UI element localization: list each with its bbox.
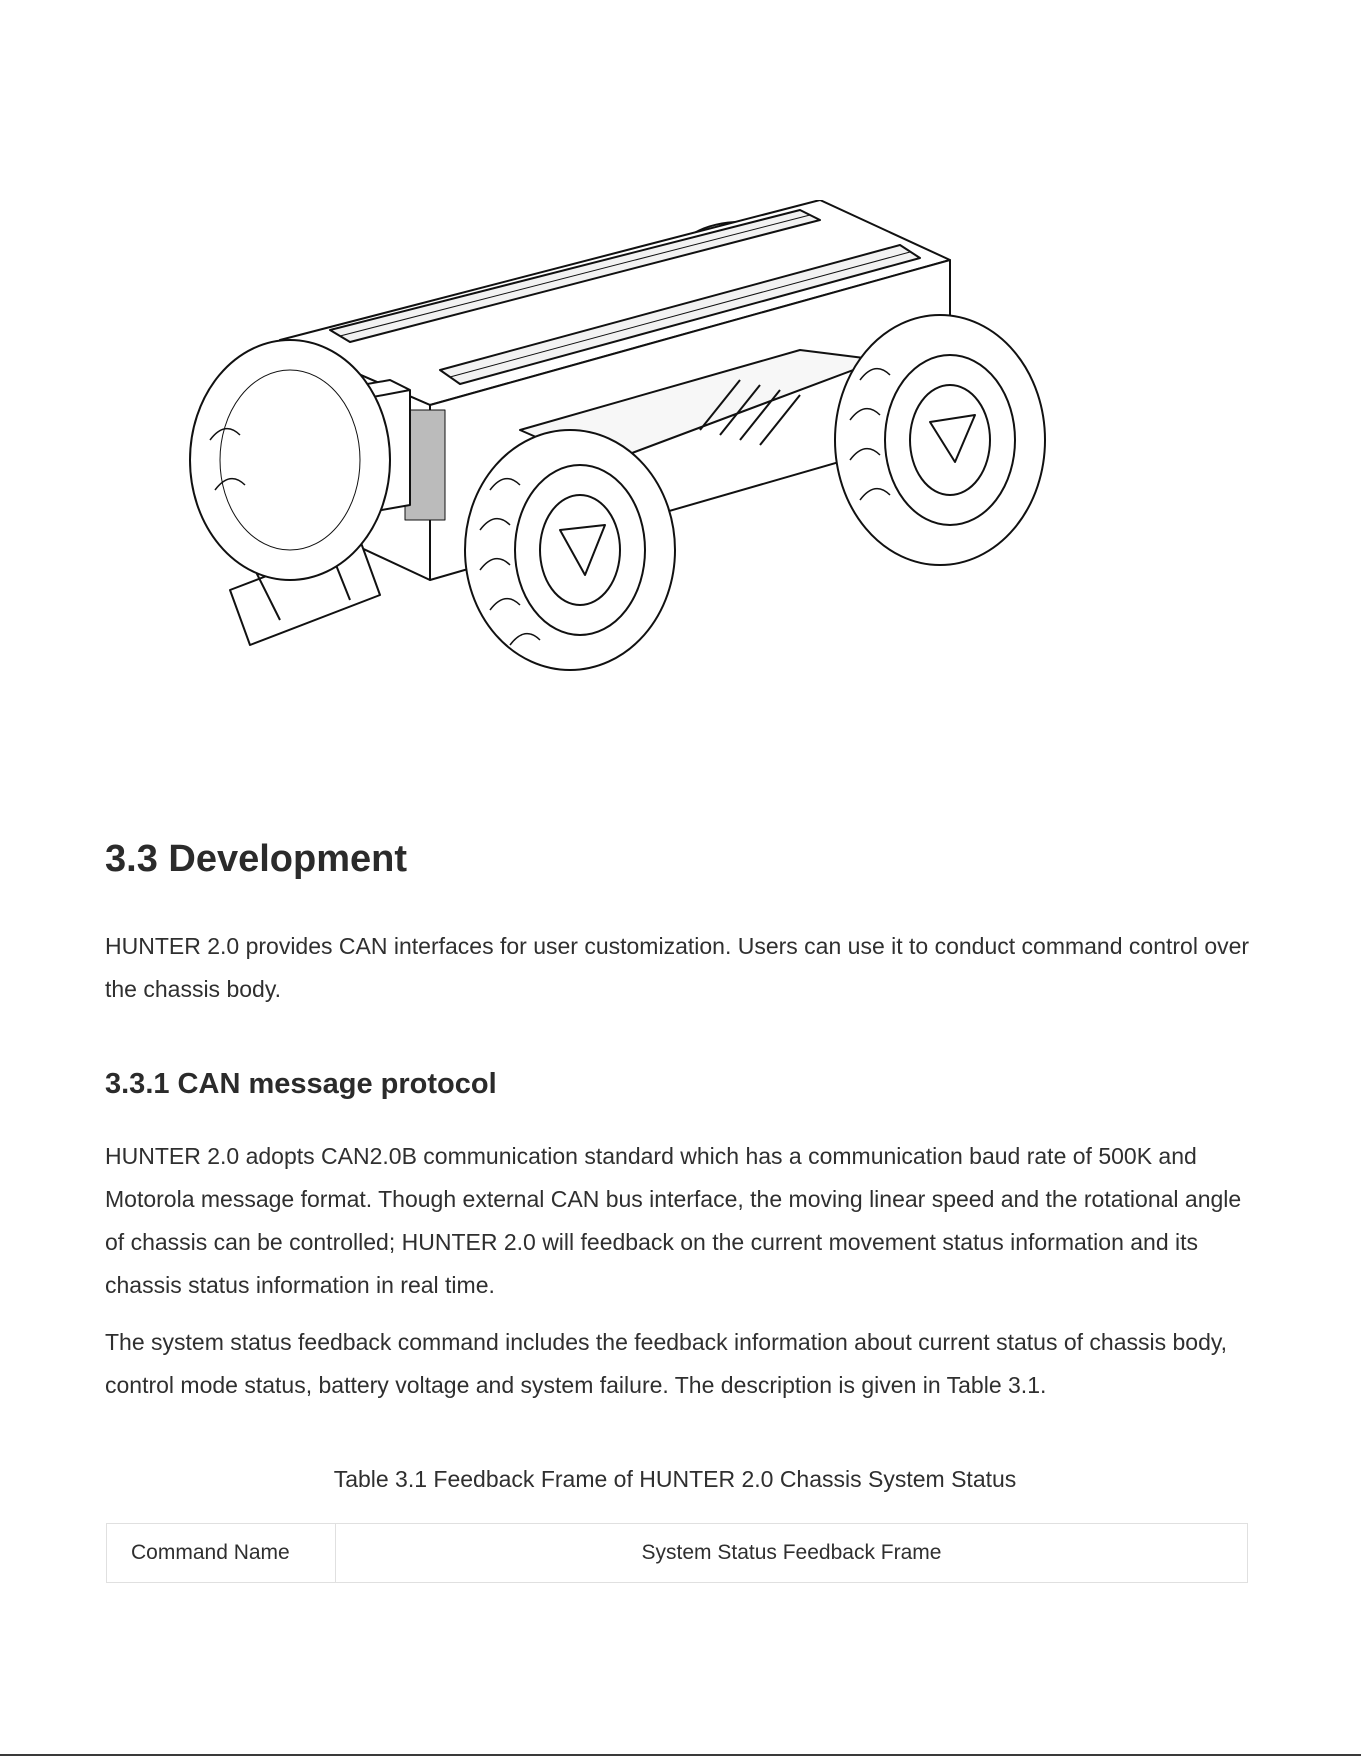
table-caption: Table 3.1 Feedback Frame of HUNTER 2.0 Chassis System Status [333, 1466, 1017, 1492]
footer-divider [0, 1754, 1361, 1756]
table-cell-value: System Status Feedback Frame [336, 1524, 1248, 1583]
table-cell-label: Command Name [107, 1524, 336, 1583]
protocol-paragraph: HUNTER 2.0 adopts CAN2.0B communication standard which has a communication baud rate of 500K and Motorola message format. Though external CAN bus interface, the moving linear speed and the rotational angle of chassis can be controlled; HUNTER 2.0 will feedback on the current movement status information and its chassis status information in real time. [105, 1143, 1242, 1298]
status-feedback-paragraph: The system status feedback command includes the feedback information about current status of chassis body, control mode status, battery voltage and system failure. The description is given in Table 3.1. [105, 1329, 1228, 1398]
table-row [107, 1524, 1248, 1583]
section-intro: HUNTER 2.0 provides CAN interfaces for user customization. Users can use it to conduct command control over the chassis body. [105, 933, 1250, 1002]
section-title: 3.3 Development [105, 838, 407, 880]
robot-chassis-illustration [180, 200, 1180, 760]
subsection-title: 3.3.1 CAN message protocol [105, 1068, 497, 1100]
feedback-frame-table [106, 1523, 1248, 1583]
